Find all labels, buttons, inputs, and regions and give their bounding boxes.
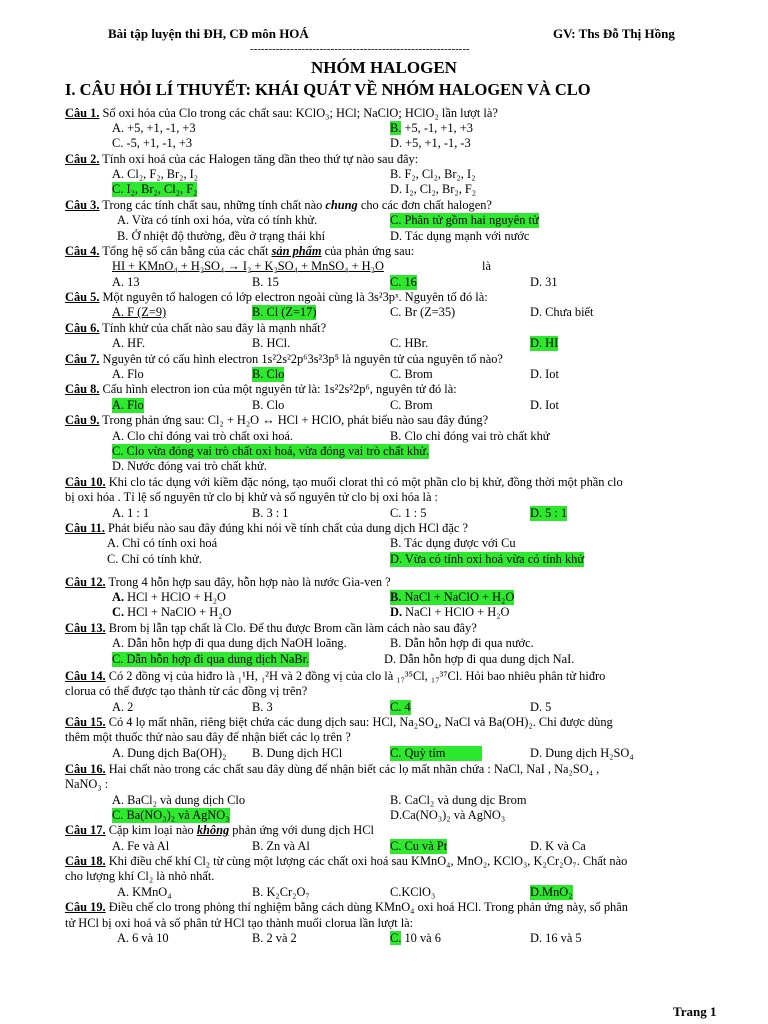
option-d[interactable]: D. 5 bbox=[530, 700, 552, 714]
option-c[interactable] bbox=[390, 931, 441, 946]
option-b[interactable]: B. 3 bbox=[252, 700, 273, 714]
question-19 bbox=[0, 900, 768, 915]
option-d[interactable] bbox=[390, 605, 510, 620]
option-b[interactable]: B. 3 : 1 bbox=[252, 506, 289, 520]
option-d[interactable]: D. I₂, Cl₂, Br₂, F₂ bbox=[390, 182, 477, 196]
question-text: Phát biểu nào sau đây đúng khi nói về tính chất của dung dịch HCl đặc ? bbox=[104, 521, 468, 535]
question-9 bbox=[0, 413, 768, 428]
question-14 bbox=[0, 669, 768, 684]
question-text: Brom bị lẫn tạp chất là Clo. Để thu được Brom cần làm cách nào sau đây? bbox=[105, 621, 477, 635]
option-c[interactable] bbox=[112, 605, 232, 620]
emphasis-text: chung bbox=[325, 198, 358, 212]
question-label: Câu 6. bbox=[65, 321, 100, 335]
question-text: Trong các tính chất sau, những tính chất nào bbox=[99, 198, 326, 212]
question-label: Câu 10. bbox=[65, 475, 106, 489]
option-d[interactable]: D. Iot bbox=[530, 398, 559, 412]
question-label: Câu 5. bbox=[65, 290, 100, 304]
question-10 bbox=[0, 475, 768, 490]
option-c[interactable]: C. Dẫn hỗn hợp đi qua dung dịch NaBr. bbox=[112, 652, 310, 666]
question-text: Nguyên tử có cấu hình electron 1s²2s²2p⁶3s²3p⁵ là nguyên tử của nguyên tố nào? bbox=[99, 352, 503, 366]
option-c[interactable]: C. I₂, Br₂, Cl₂, F₂ bbox=[112, 182, 198, 196]
option-c[interactable]: C. 4 bbox=[390, 700, 411, 714]
option-c[interactable]: C. Brom bbox=[390, 398, 433, 412]
header-left: Bài tập luyện thi ĐH, CĐ môn HOÁ bbox=[108, 26, 309, 41]
question-text: Có 2 đồng vị của hiđro là ₁¹H, ₁²H và 2 đồng vị của clo là ₁₇³⁵Cl, ₁₇³⁷Cl. Hỏi bao nhiêu phân tử hiđro bbox=[105, 669, 606, 683]
option-b[interactable]: B. CaCl₂ và dung dịc Brom bbox=[390, 793, 527, 807]
option-d[interactable]: D. K và Ca bbox=[530, 839, 586, 853]
option-c[interactable]: C.KClO₃ bbox=[390, 885, 436, 899]
option-c[interactable]: C. Clo vừa đóng vai trò chất oxi hoá, vừa đóng vai trò chất khử. bbox=[112, 444, 430, 458]
option-b[interactable]: B. Clo bbox=[252, 398, 285, 412]
question-text-cont: thêm một thuốc thử nào sau đây để nhận biết các lọ trên ? bbox=[65, 730, 351, 744]
question-text: Trong phản ứng sau: Cl₂ + H₂O ↔ HCl + HClO, phát biểu nào sau đây đúng? bbox=[99, 413, 489, 427]
question-text-cont: NaNO₃ : bbox=[65, 777, 109, 791]
option-d[interactable]: D. +5, +1, -1, -3 bbox=[390, 136, 471, 150]
emphasis-text: không bbox=[196, 823, 230, 837]
option-c[interactable]: C. Br (Z=35) bbox=[390, 305, 456, 319]
option-b[interactable]: B. Clo bbox=[252, 367, 285, 381]
question-label: Câu 18. bbox=[65, 854, 106, 868]
question-label: Câu 19. bbox=[65, 900, 106, 914]
option-c[interactable]: C. Chỉ có tính khử. bbox=[107, 552, 202, 566]
option-d[interactable]: D.Ca(NO₃)₂ và AgNO₃ bbox=[390, 808, 506, 822]
option-c[interactable]: C. HBr. bbox=[390, 336, 429, 350]
option-c[interactable]: C. Quỳ tím bbox=[390, 746, 482, 761]
option-a[interactable]: A. F (Z=9) bbox=[112, 305, 167, 319]
option-a[interactable] bbox=[112, 590, 226, 605]
page-title: NHÓM HALOGEN bbox=[311, 58, 457, 77]
option-b[interactable]: B. Zn và Al bbox=[252, 839, 310, 853]
option-a[interactable]: A. KMnO₄ bbox=[117, 885, 172, 899]
question-label: Câu 15. bbox=[65, 715, 106, 729]
question-text-cont: bị oxi hóa . Tỉ lệ số nguyên tử clo bị khử và số nguyên tử clo bị oxi hóa là : bbox=[65, 490, 439, 504]
option-b[interactable] bbox=[390, 121, 473, 136]
option-c[interactable]: C. Ba(NO₃)₂ và AgNO₃ bbox=[112, 808, 230, 822]
question-8 bbox=[0, 382, 768, 397]
option-b[interactable]: B. K₂Cr₂O₇ bbox=[252, 885, 310, 899]
option-b[interactable]: B. HCl. bbox=[252, 336, 291, 350]
question-label: Câu 2. bbox=[65, 152, 100, 166]
question-text-cont: cho lượng khí Cl₂ là nhỏ nhất. bbox=[65, 869, 215, 883]
question-text: Khi clo tác dụng với kiềm đặc nóng, tạo muối clorat thì có một phần clo bị khử, đồng thời một phần clo bbox=[105, 475, 623, 489]
question-text: Có 4 lọ mất nhãn, riêng biệt chứa các dung dịch sau: HCl, Na₂SO₄, NaCl và Ba(OH)₂. Chỉ được dùng bbox=[105, 715, 613, 729]
question-17 bbox=[0, 823, 768, 838]
option-a[interactable]: A. HF. bbox=[112, 336, 146, 350]
option-c[interactable]: C. Cu và Pt bbox=[390, 839, 448, 853]
question-5 bbox=[0, 290, 768, 305]
option-b-text: +5, -1, +1, +3 bbox=[401, 121, 473, 135]
option-a[interactable]: A. Fe và Al bbox=[112, 839, 170, 853]
option-d[interactable]: D. HI bbox=[530, 336, 559, 350]
option-a[interactable]: A. 2 bbox=[112, 700, 134, 714]
question-text: Cặp kim loại nào bbox=[105, 823, 197, 837]
option-a[interactable]: A. +5, +1, -1, +3 bbox=[112, 121, 196, 135]
option-b[interactable]: B. 2 và 2 bbox=[252, 931, 297, 945]
question-18 bbox=[0, 854, 768, 869]
answer-key: B. bbox=[390, 121, 402, 135]
question-text: Tính khử của chất nào sau đây là mạnh nhất? bbox=[99, 321, 327, 335]
option-c[interactable]: C. 16 bbox=[390, 275, 417, 289]
option-a[interactable]: A. Vừa có tính oxi hóa, vừa có tính khử. bbox=[117, 213, 318, 227]
question-11 bbox=[0, 521, 768, 536]
option-text: HCl + NaClO + H₂O bbox=[124, 605, 232, 619]
option-a[interactable]: A. Flo bbox=[112, 367, 144, 381]
option-a[interactable]: A. Clo chỉ đóng vai trò chất oxi hoá. bbox=[112, 429, 294, 443]
page-number: Trang 1 bbox=[673, 1004, 717, 1019]
option-d[interactable]: D.MnO₂ bbox=[530, 885, 573, 899]
question-label: Câu 17. bbox=[65, 823, 106, 837]
header-divider: ------------------------------------------------------------ bbox=[250, 43, 470, 55]
option-text: NaCl + NaClO + H₂O bbox=[401, 590, 515, 604]
option-d[interactable]: D. Chưa biết bbox=[530, 305, 594, 319]
option-b[interactable]: B. Ở nhiệt độ thường, đều ở trạng thái khí bbox=[117, 229, 326, 243]
question-12 bbox=[0, 575, 768, 590]
question-text-tail: phản ứng với dung dịch HCl bbox=[229, 823, 374, 837]
option-a[interactable]: A. Dung dịch Ba(OH)₂ bbox=[112, 746, 227, 760]
emphasis-text: sản phẩm bbox=[271, 244, 322, 258]
question-text: Cấu hình electron ion của một nguyên tử là: 1s²2s²2p⁶, nguyên tử đó là: bbox=[99, 382, 457, 396]
option-d[interactable]: D. Nước đóng vai trò chất khử. bbox=[112, 459, 267, 473]
option-c[interactable]: C. -5, +1, -1, +3 bbox=[112, 136, 193, 150]
question-label: Câu 7. bbox=[65, 352, 100, 366]
question-15 bbox=[0, 715, 768, 730]
option-text: 10 và 6 bbox=[401, 931, 441, 945]
option-text: NaCl + HClO + H₂O bbox=[402, 605, 510, 619]
option-key: A. bbox=[112, 590, 125, 604]
equation-tail: là bbox=[482, 259, 491, 273]
option-c[interactable]: C. Brom bbox=[390, 367, 433, 381]
question-text: Số oxi hóa của Clo trong các chất sau: KClO₃; HCl; NaClO; HClO₂ lần lượt là? bbox=[99, 106, 498, 120]
question-text: Hai chất nào trong các chất sau đây dùng để nhận biết các lọ mất nhãn chứa : NaCl, NaI , Na₂SO₄ , bbox=[105, 762, 600, 776]
question-label: Câu 8. bbox=[65, 382, 100, 396]
option-d[interactable]: D. 16 và 5 bbox=[530, 931, 582, 945]
option-d[interactable]: D. Tác dụng mạnh với nước bbox=[390, 229, 530, 243]
question-text-cont: tử HCl bị oxi hoá và số phân tử HCl tạo thành muối clorua lần lượt là: bbox=[65, 916, 414, 930]
question-3 bbox=[0, 198, 768, 213]
question-text: Tính oxi hoá của các Halogen tăng dần theo thứ tự nào sau đây: bbox=[99, 152, 419, 166]
question-text: Tổng hệ số cân bằng của các chất bbox=[99, 244, 272, 258]
option-a[interactable]: A. 1 : 1 bbox=[112, 506, 150, 520]
question-label: Câu 12. bbox=[65, 575, 106, 589]
answer-key: C. bbox=[390, 931, 402, 945]
option-b[interactable]: B. Dẫn hỗn hợp đi qua nước. bbox=[390, 636, 534, 650]
option-a[interactable]: A. Flo bbox=[112, 398, 144, 412]
question-label: Câu 11. bbox=[65, 521, 105, 535]
option-c[interactable]: C. 1 : 5 bbox=[390, 506, 427, 520]
question-text-cont: clorua có thể được tạo thành từ các đồng vị trên? bbox=[65, 684, 308, 698]
option-d[interactable]: D. Iot bbox=[530, 367, 559, 381]
option-key: C. bbox=[112, 605, 125, 619]
question-label: Câu 3. bbox=[65, 198, 100, 212]
question-text: Khi điều chế khí Cl₂ từ cùng một lượng các chất oxi hoá sau KMnO₄, MnO₂, KClO₃, K₂Cr₂O₇. Chất nào bbox=[105, 854, 628, 868]
option-a[interactable]: A. Cl₂, F₂, Br₂, I₂ bbox=[112, 167, 199, 181]
question-16 bbox=[0, 762, 768, 777]
question-13 bbox=[0, 621, 768, 636]
question-text: Điều chế clo trong phòng thí nghiệm bằng cách dùng KMnO₄ oxi hoá HCl. Trong phản ứng này, số phân bbox=[105, 900, 628, 914]
question-label: Câu 14. bbox=[65, 669, 106, 683]
option-d[interactable]: D. Dẫn hỗn hợp đi qua dung dịch NaI. bbox=[384, 652, 575, 666]
question-4 bbox=[0, 244, 768, 259]
option-key: D. bbox=[390, 605, 403, 619]
header-right: GV: Ths Đỗ Thị Hồng bbox=[553, 26, 675, 41]
option-b[interactable]: B. 15 bbox=[252, 275, 279, 289]
question-label: Câu 13. bbox=[65, 621, 106, 635]
question-text-tail: cho các đơn chất halogen? bbox=[357, 198, 492, 212]
equation: HI + KMnO₄ + H₂SO₄ → I₂ + K₂SO₄ + MnSO₄ + H₂O bbox=[112, 259, 384, 273]
option-b[interactable]: B. Cl (Z=17) bbox=[252, 305, 317, 319]
section-heading: I. CÂU HỎI LÍ THUYẾT: KHÁI QUÁT VỀ NHÓM HALOGEN VÀ CLO bbox=[65, 80, 591, 99]
question-6 bbox=[0, 321, 768, 336]
question-1 bbox=[0, 106, 768, 121]
option-b[interactable]: B. F₂, Cl₂, Br₂, I₂ bbox=[390, 167, 476, 181]
option-b[interactable] bbox=[390, 590, 514, 605]
option-b[interactable]: B. Clo chỉ đóng vai trò chất khử bbox=[390, 429, 550, 443]
option-a[interactable]: A. Chỉ có tính oxi hoá bbox=[107, 536, 218, 550]
option-b[interactable]: B. Tác dụng được với Cu bbox=[390, 536, 516, 550]
question-text: Một nguyên tố halogen có lớp electron ngoài cùng là 3s²3pˣ. Nguyên tố đó là: bbox=[99, 290, 488, 304]
option-a[interactable]: A. 13 bbox=[112, 275, 140, 289]
option-text: HCl + HClO + H₂O bbox=[124, 590, 226, 604]
option-a[interactable]: A. 6 và 10 bbox=[117, 931, 169, 945]
question-2 bbox=[0, 152, 768, 167]
option-d[interactable]: D. 5 : 1 bbox=[530, 506, 568, 520]
question-text: Trong 4 hỗn hợp sau đây, hỗn hợp nào là nước Gia-ven ? bbox=[105, 575, 391, 589]
question-label: Câu 1. bbox=[65, 106, 100, 120]
question-label: Câu 4. bbox=[65, 244, 100, 258]
option-a[interactable]: A. Dẫn hỗn hợp đi qua dung dịch NaOH loãng. bbox=[112, 636, 347, 650]
option-d[interactable]: D. Dung dịch H₂SO₄ bbox=[530, 746, 634, 760]
option-c[interactable]: C. Phân tử gồm hai nguyên tử bbox=[390, 213, 539, 227]
option-b[interactable]: B. Dung dịch HCl bbox=[252, 746, 343, 760]
question-7 bbox=[0, 352, 768, 367]
question-text-tail: của phản ứng sau: bbox=[321, 244, 415, 258]
question-label: Câu 16. bbox=[65, 762, 106, 776]
option-a[interactable]: A. BaCl₂ và dung dịch Clo bbox=[112, 793, 246, 807]
option-d[interactable]: D. Vừa có tính oxi hoá vừa có tính khử bbox=[390, 552, 585, 566]
option-d[interactable]: D. 31 bbox=[530, 275, 558, 289]
question-label: Câu 9. bbox=[65, 413, 100, 427]
option-key: B. bbox=[390, 590, 402, 604]
